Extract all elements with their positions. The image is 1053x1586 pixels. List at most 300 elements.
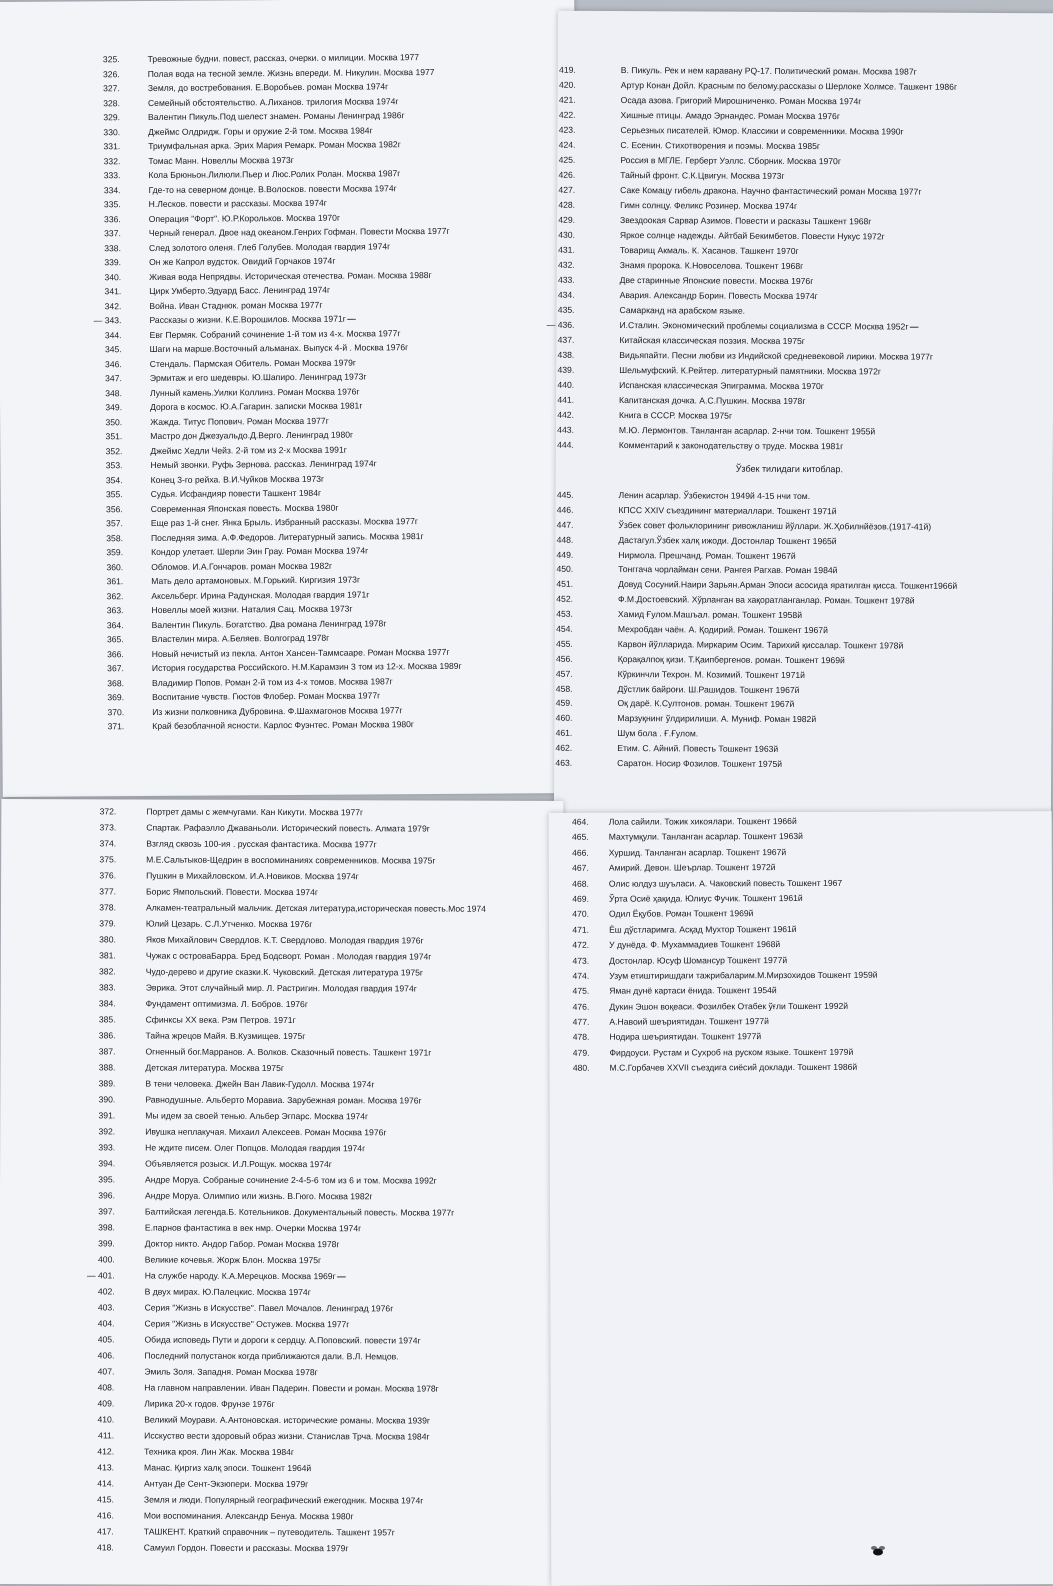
list-item <box>549 875 1052 892</box>
book-entry-text: Тайна жрецов Майя. В.Кузмищев. 1975г <box>145 1030 306 1042</box>
book-entry-text: Хамид Ғулом.Машъал. роман. Тошкент 1958й <box>617 609 803 621</box>
paper-sheet-bottom-right <box>549 811 1053 1586</box>
list-item <box>549 859 1052 876</box>
book-list-445-463 <box>554 488 1052 774</box>
fly-speck-icon <box>870 1545 886 1557</box>
book-entry-text: М.Е.Сальтыков-Щедрин в воспоминаниях современников. Москва 1975г <box>146 854 436 866</box>
item-number: 329. <box>103 112 121 123</box>
item-number: 463. <box>555 757 573 768</box>
item-number: 397. <box>98 1206 115 1217</box>
item-number: 387. <box>98 1046 116 1057</box>
book-entry-text: Из жизни полковника Дубровина. Ф.Шахмагонов Москва 1977г <box>152 704 403 717</box>
book-entry-text: Лунный камень.Уилки Коллинз. Роман Москва 1976г <box>149 386 360 398</box>
item-number: 403. <box>97 1302 115 1313</box>
book-entry-text: А.Навоий шеъриятидан. Тошкент 1977й <box>609 1016 769 1027</box>
list-item <box>1 915 563 933</box>
list-item <box>1 963 563 981</box>
book-entry-text: Эрмитаж и его шедевры. Ю.Шапиро. Ленинград 1973г <box>149 371 367 383</box>
book-entry-text: На главном направлении. Иван Падерин. Повести и роман. Москва 1978г <box>144 1382 439 1394</box>
item-number: 412. <box>97 1446 115 1457</box>
item-number: 438. <box>557 349 575 360</box>
book-entry-text: Обида исповедь Пути и дороги к сердцу. А.Поповский. повести 1974г <box>144 1334 421 1346</box>
book-entry-text: Великий Моурави. А.Антоновская. исторические романы. Москва 1939г <box>144 1414 431 1426</box>
book-entry-text: Черный генерал. Двое над океаном.Генрих Гофман. Повести Москва 1977г <box>148 225 450 238</box>
item-number: 416. <box>97 1510 114 1521</box>
list-item <box>1 1027 563 1045</box>
list-item <box>0 1155 562 1173</box>
book-entry-text: Судья. Исфандияр повести Ташкент 1984г <box>150 487 322 499</box>
list-item <box>0 1267 562 1285</box>
book-entry-text: Дўстлик байроғи. Ш.Рашидов. Тошкент 1967й <box>617 683 800 695</box>
book-entry-text: В двух мирах. Ю.Палецкис. Москва 1974г <box>144 1286 311 1298</box>
item-number: 362. <box>106 590 124 601</box>
list-item <box>0 1075 562 1093</box>
book-entry-text: Еще раз 1-й снег. Янка Брыль. Избранный рассказы. Москва 1977г <box>150 516 419 528</box>
list-item <box>1 803 563 821</box>
list-item <box>1 979 563 997</box>
book-entry-text: Кондор улетает. Шерли Эин Грау. Роман Москва 1974г <box>151 545 369 557</box>
item-number: 327. <box>103 83 120 94</box>
item-number: 429. <box>558 214 576 225</box>
item-number: 386. <box>98 1030 116 1041</box>
item-number: 419. <box>559 64 576 75</box>
item-number: 376. <box>99 870 117 881</box>
book-entry-text: Тревожные будни. повест, рассказ, очерки. о милиции. Москва 1977 <box>147 52 420 64</box>
book-entry-text: На службе народу. К.А.Мерецков. Москва 1969г — <box>144 1270 345 1282</box>
item-number: 365. <box>106 634 124 645</box>
item-number: 399. <box>98 1238 115 1249</box>
book-entry-text: Операция "Форт". Ю.Р.Корольков. Москва 1970г <box>148 212 341 224</box>
book-entry-text: И.Сталин. Экономический проблемы социализма в СССР. Москва 1952г — <box>619 320 918 332</box>
item-number: 469. <box>572 893 589 904</box>
list-item <box>2 716 579 735</box>
list-item <box>0 1475 561 1493</box>
book-entry-text: М.Ю. Лермонтов. Танланган асарлар. 2-нчи том. Тошкент 1955й <box>618 425 876 437</box>
item-number: 336. <box>103 213 121 224</box>
item-number: 368. <box>107 677 125 688</box>
item-number: 338. <box>104 242 121 253</box>
book-entry-text: Кўркинчли Техрон. М. Козимий. Тошкент 1971й <box>617 668 805 680</box>
item-number: 470. <box>572 909 590 920</box>
item-number: 326. <box>102 68 120 79</box>
list-item <box>549 1044 1052 1061</box>
book-entry-text: Саке Комацу гибель дракона. Научно фантастический роман Москва 1977г <box>620 185 922 197</box>
book-entry-text: Новый нечистый из пекла. Антон Хансен-Таммсааре. Роман Москва 1977г <box>151 646 450 659</box>
book-entry-text: Оқ дарё. К.Султонов. роман. Тошкент 1967й <box>617 698 795 710</box>
item-number: 389. <box>98 1078 116 1089</box>
item-number: 413. <box>97 1462 115 1473</box>
list-item <box>549 952 1052 969</box>
list-item <box>549 982 1052 999</box>
book-entry-text: У дунёда. Ф. Мухаммадиев Тошкент 1968й <box>609 939 781 950</box>
book-entry-text: Дорога в космос. Ю.А.Гагарин. записки Москва 1981г <box>150 400 363 412</box>
item-number: 445. <box>556 489 574 500</box>
book-entry-text: М.С.Горбачев XXVII съездига сиёсий доклади. Тошкент 1986й <box>609 1062 858 1073</box>
book-list-325-371 <box>0 49 579 735</box>
item-number: 330. <box>103 126 121 137</box>
list-item <box>549 921 1052 938</box>
book-entry-text: Объявляется розыск. И.Л.Рощук. москва 1974г <box>145 1158 332 1170</box>
item-number: 379. <box>99 918 116 929</box>
item-number: 395. <box>98 1174 116 1185</box>
item-number: 471. <box>572 924 590 935</box>
book-entry-text: Узум етиштиришдаги тажрибаларим.М.Мирзохидов Тошкент 1959й <box>609 969 878 981</box>
book-entry-text: Равнодушные. Альберто Моравиа. Зарубежная роман. Москва 1976г <box>145 1094 422 1106</box>
item-number: 384. <box>98 998 116 1009</box>
item-number: 328. <box>103 97 120 108</box>
item-number: 331. <box>103 141 121 152</box>
item-number: 404. <box>97 1318 115 1329</box>
item-number: 477. <box>572 1016 590 1027</box>
item-number: 430. <box>558 229 575 240</box>
list-item <box>0 1043 562 1061</box>
item-number: 402. <box>97 1286 115 1297</box>
item-number: 346. <box>104 358 122 369</box>
list-item <box>0 1283 562 1301</box>
book-entry-text: Товарищ Акмаль. К. Хасанов. Ташкент 1970г <box>619 245 799 256</box>
item-number: 475. <box>572 986 590 997</box>
item-number: 408. <box>97 1382 115 1393</box>
item-number: 396. <box>98 1190 116 1201</box>
book-entry-text: Последняя зима. А.Ф.Федоров. Литературный запись. Москва 1981г <box>150 530 424 543</box>
item-number: 394. <box>98 1158 116 1169</box>
book-entry-text: Детская литература. Москва 1975г <box>145 1062 285 1074</box>
book-entry-text: Андре Моруа. Собраные сочинение 2-4-5-6 том из 6 и том. Москва 1992г <box>145 1174 437 1186</box>
book-entry-text: Новеллы моей жизни. Наталия Сац. Москва 1973г <box>151 603 353 615</box>
book-entry-text: Одил Ёқубов. Роман Тошкент 1969й <box>608 908 754 920</box>
item-number: 425. <box>558 154 576 165</box>
item-number: 448. <box>556 534 574 545</box>
book-entry-text: Фундамент оптимизма. Л. Бобров. 1976г <box>145 998 309 1010</box>
list-item <box>0 1171 562 1189</box>
item-number: 358. <box>106 532 124 543</box>
list-item <box>0 1411 561 1429</box>
item-number: 407. <box>97 1366 115 1377</box>
book-entry-text: Испанская классическая Эпиграмма. Москва 1970г <box>619 380 824 392</box>
list-item <box>0 1315 562 1333</box>
book-entry-text: Техника кроя. Лин Жак. Москва 1984г <box>144 1446 295 1458</box>
item-number: 390. <box>98 1094 116 1105</box>
book-entry-text: Саратон. Носир Фозилов. Тошкент 1975й <box>617 758 783 769</box>
list-item <box>1 835 563 853</box>
book-entry-text: Звездоокая Сарвар Азимов. Повести и расказы Ташкент 1968г <box>619 215 872 227</box>
item-number: 340. <box>104 271 122 282</box>
list-item <box>1 851 563 869</box>
book-entry-text: Пушкин в Михайловском. И.А.Новиков. Москва 1974г <box>146 870 359 882</box>
book-entry-text: Он же Капрол вудсток. Овидий Горчаков 1974г <box>149 255 336 267</box>
list-item <box>1 867 563 885</box>
item-number: 350. <box>105 416 123 427</box>
list-item <box>1 899 563 917</box>
item-number: 339. <box>104 257 122 268</box>
book-entry-text: Балтийская легенда.Б. Котельников. Документальный повесть. Москва 1977г <box>144 1206 455 1218</box>
item-number: 437. <box>557 334 575 345</box>
book-entry-text: С. Есенин. Стихотворения и поэмы. Москва 1985г <box>620 140 821 152</box>
book-entry-text: Н.Лесков. повести и рассказы. Москва 1974г <box>148 197 327 209</box>
item-number: 372. <box>99 806 117 817</box>
item-number: 385. <box>98 1014 116 1025</box>
item-number: 454. <box>556 623 573 634</box>
item-number: 447. <box>556 519 574 530</box>
book-entry-text: Самарканд на арабском языке. <box>619 305 746 316</box>
item-number: 460. <box>555 713 573 724</box>
book-entry-text: Серьезных писателей. Юмор. Классики и современники. Москва 1990г <box>620 125 904 137</box>
book-entry-text: Манас. Қиргиз халқ эпоси. Тошкент 1964й <box>144 1462 312 1474</box>
list-item <box>0 1139 562 1157</box>
item-number: 352. <box>105 445 123 456</box>
list-item <box>549 905 1052 922</box>
list-item <box>1 819 563 837</box>
item-number: 348. <box>105 387 122 398</box>
list-item <box>0 1235 562 1253</box>
item-number: 364. <box>106 619 124 630</box>
list-item <box>556 438 1053 456</box>
highlight-dash-mark: — <box>345 313 355 324</box>
item-number: 443. <box>557 424 574 435</box>
book-entry-text: Осада азова. Григорий Мирошниченко. Роман Москва 1974г <box>620 95 862 107</box>
item-number: 441. <box>557 394 575 405</box>
book-entry-text: Китайская классическая поэзия. Москва 1975г <box>619 335 805 347</box>
book-entry-text: Гимн солнцу. Феликс Розинер. Москва 1974г <box>620 200 798 211</box>
book-entry-text: Ивушка неплакучая. Михаил Алексеев. Роман Москва 1976г <box>145 1126 387 1138</box>
item-number: 414. <box>97 1478 115 1489</box>
item-number: 440. <box>557 379 575 390</box>
list-item <box>549 1029 1052 1046</box>
item-number: 435. <box>557 304 575 315</box>
item-number: 428. <box>558 199 576 210</box>
book-entry-text: Ёш дўстларимга. Асқад Мухтор Тошкент 1961й <box>609 923 797 935</box>
list-item <box>550 1059 1053 1076</box>
book-entry-text: Шельмуфский. К.Рейтер. литературный памятники. Москва 1972г <box>619 365 882 377</box>
list-item <box>0 1347 561 1365</box>
list-item <box>549 890 1052 907</box>
item-number: 367. <box>107 663 124 674</box>
book-entry-text: Ўзбек совет фольклорининг ривожланиш йўллари. Ж.Ҳобилнйёзов.(1917-41й) <box>618 519 932 532</box>
list-item <box>549 829 1052 846</box>
item-number: — 436. <box>546 319 575 330</box>
list-item <box>0 1523 561 1541</box>
item-number: 464. <box>571 816 589 827</box>
book-entry-text: Лола сайили. Тожик хикоялари. Тошкент 1966й <box>608 816 797 827</box>
item-number: 337. <box>104 228 121 239</box>
list-item <box>0 1459 561 1477</box>
item-number: 458. <box>555 683 573 694</box>
item-number: 480. <box>572 1062 590 1074</box>
book-entry-text: Олис юлдуз шуъласи. А. Чаковский повесть Тошкент 1967 <box>608 877 843 889</box>
book-entry-text: Чужак с островаБарра. Бред Бодсворт. Роман . Молодая гвардия 1974г <box>145 950 432 962</box>
book-entry-text: Ленин асарлар. Ўзбекистон 1949й 4-15 нчи том. <box>618 490 811 502</box>
item-number: 452. <box>556 593 574 605</box>
list-item <box>1 995 563 1013</box>
item-number: 417. <box>97 1526 114 1537</box>
book-entry-text: Война. Иван Стаднюк. роман Москва 1977г <box>149 299 323 311</box>
item-number: 398. <box>98 1222 115 1233</box>
item-number: 478. <box>572 1032 590 1043</box>
list-item <box>0 1219 562 1237</box>
item-number: 332. <box>103 155 121 166</box>
item-number: 432. <box>558 259 575 270</box>
item-number: 406. <box>97 1350 115 1361</box>
list-item <box>1 947 563 965</box>
book-entry-text: Махтумқули. Танланган асарлар. Тошкент 1963й <box>608 831 803 843</box>
book-entry-text: Видьяпайти. Песни любви из Индийской средневековой лирики. Москва 1977г <box>619 350 934 362</box>
item-number: 325. <box>102 54 120 65</box>
book-entry-text: Где-то на северном донце. В.Волосков. повести Москва 1974г <box>148 182 397 195</box>
book-entry-text: Артур Конан Дойл. Красным по белому.рассказы о Шерлоке Холмсе. Ташкент 1986г <box>620 80 958 92</box>
item-number: 393. <box>98 1142 116 1153</box>
item-number: 468. <box>572 878 589 889</box>
book-entry-text: Книга в СССР. Москва 1975г <box>618 410 733 421</box>
book-entry-text: Яков Михайлович Свердлов. К.Т. Свердлово. Молодая гвардия 1976г <box>145 934 424 946</box>
book-entry-text: Эмиль Золя. Западня. Роман Москва 1978г <box>144 1366 318 1378</box>
book-entry-text: Современная Японская повесть. Москва 1980г <box>150 502 339 514</box>
book-entry-text: Дастагул.Ўзбек халқ ижоди. Достонлар Тошкент 1965й <box>618 534 837 546</box>
book-entry-text: Последний полустанок когда приближаются дали. В.Л. Немцов. <box>144 1350 399 1362</box>
highlight-dash-mark: — <box>335 1271 345 1282</box>
item-number: 473. <box>572 955 590 966</box>
list-item <box>549 844 1052 861</box>
book-entry-text: В тени человека. Джейн Ван Лавик-Гудолл. Москва 1974г <box>145 1078 375 1090</box>
book-entry-text: Край безоблачной ясности. Карлос Фуэнтес. Роман Москва 1980г <box>152 719 415 731</box>
book-entry-text: Юлий Цезарь. С.Л.Утченко. Москва 1976г <box>145 918 313 930</box>
book-entry-text: След золотого оленя. Глеб Голубев. Молодая гвардия 1974г <box>148 240 391 253</box>
item-number: 446. <box>556 504 574 515</box>
book-entry-text: Валентин Пикуль.Под шелест знамен. Романы Ленинград 1986г <box>148 110 405 122</box>
item-number: 420. <box>558 79 576 90</box>
book-entry-text: Огненный бог.Марранов. А. Волков. Сказочный повесть. Ташкент 1971г <box>145 1046 432 1058</box>
book-entry-text: Властелин мира. А.Беляев. Волгоград 1978г <box>151 632 330 644</box>
item-number: 444. <box>557 439 574 450</box>
item-number: 462. <box>555 742 573 753</box>
list-item <box>0 1507 561 1525</box>
list-item <box>0 1363 561 1381</box>
book-entry-text: Борис Ямпольский. Повести. Москва 1974г <box>146 886 319 898</box>
book-entry-text: Тайный фронт. С.К.Цвигун. Москва 1973г <box>620 170 785 181</box>
item-number: 434. <box>557 289 575 300</box>
item-number: 373. <box>99 822 117 833</box>
book-entry-text: Полая вода на тесной земле. Жизнь впереди. М. Никулин. Москва 1977 <box>147 66 435 79</box>
item-number: 465. <box>571 832 589 843</box>
list-item <box>549 967 1052 984</box>
item-number: 359. <box>106 547 124 558</box>
book-entry-text: Россия в МГЛЕ. Герберт Уэллс. Сборник. Москва 1970г <box>620 155 842 167</box>
item-number: 392. <box>98 1126 116 1137</box>
item-number: 334. <box>103 184 121 195</box>
item-number: 410. <box>97 1414 115 1425</box>
book-entry-text: Обломов. И.А.Гончаров. роман Москва 1982г <box>151 560 333 572</box>
item-number: 344. <box>104 329 122 340</box>
item-number: 333. <box>103 170 121 181</box>
book-entry-text: Томас Манн. Новеллы Москва 1973г <box>148 154 294 166</box>
item-number: 455. <box>556 638 573 649</box>
list-item <box>1 883 563 901</box>
paper-sheet-top-right <box>546 11 1053 819</box>
book-entry-text: Шум бола . Ғ.Ғулом. <box>617 728 699 739</box>
item-number: 450. <box>556 564 574 575</box>
book-entry-text: Мои воспоминания. Александр Бенуа. Москва 1980г <box>143 1510 354 1522</box>
book-entry-text: Қорақалпоқ қизи. Т.Қаипбергенов. роман. Тошкент 1969й <box>617 653 845 666</box>
book-entry-text: Андре Моруа. Олимпио или жизнь. В.Гюго. Москва 1982г <box>144 1190 373 1202</box>
item-number: 433. <box>557 274 575 285</box>
uzbek-books-heading: Ўзбек тилидаги китоблар. <box>735 463 843 475</box>
item-number: 351. <box>105 431 123 442</box>
item-number: 355. <box>105 489 123 500</box>
item-number: 363. <box>106 605 124 616</box>
book-entry-text: Карвон йўлларида. Миркарим Осим. Тарихий қиссалар. Тошкент 1978й <box>617 638 904 651</box>
item-number: 479. <box>572 1047 590 1058</box>
book-entry-text: Марзуқнинг ўлдирилиши. А. Муниф. Роман 1982й <box>617 713 817 725</box>
item-number: 382. <box>99 966 116 977</box>
list-item <box>0 1187 562 1205</box>
book-entry-text: Достонлар. Юсуф Шоманcур Тошкент 1977й <box>609 954 788 966</box>
item-number: 335. <box>103 199 121 210</box>
item-number: 349. <box>105 402 123 413</box>
item-number: 467. <box>572 862 589 873</box>
book-entry-text: Мать дело артамоновых. М.Горький. Киргизия 1973г <box>151 574 361 586</box>
book-entry-text: Хишные птицы. Амадо Эрнандес. Роман Москва 1976г <box>620 110 841 122</box>
book-entry-text: Серия "Жизнь в Искусстве" Остужев. Москва 1977г <box>144 1318 350 1330</box>
list-item <box>0 1491 561 1509</box>
book-entry-text: Земля и люди. Популярный географический ежегодник. Москва 1974г <box>143 1494 424 1506</box>
item-number: 422. <box>558 109 576 120</box>
item-number: 391. <box>98 1110 116 1121</box>
item-number: 388. <box>98 1062 116 1073</box>
item-number: 381. <box>99 950 116 961</box>
book-entry-text: Стендаль. Пармская Обитель. Роман Москва 1979г <box>149 357 357 369</box>
item-number: 361. <box>106 576 124 587</box>
list-item <box>549 1013 1052 1030</box>
item-number: 409. <box>97 1398 115 1409</box>
book-entry-text: Знамя пророка. К.Новоселова. Тошкент 1968г <box>619 260 804 271</box>
book-entry-text: Не ждите писем. Олег Попцов. Молодая гвардия 1974г <box>145 1142 366 1154</box>
item-number: 474. <box>572 970 590 981</box>
book-list-419-444 <box>546 63 1053 456</box>
paper-sheet-bottom-left <box>0 799 563 1586</box>
item-number: 453. <box>556 608 573 619</box>
item-number: — 343. <box>93 315 122 326</box>
item-number: 366. <box>107 648 124 659</box>
item-number: 345. <box>104 344 122 355</box>
book-entry-text: Земля, до востребования. Е.Воробьев. роман Москва 1974г <box>147 81 389 93</box>
book-entry-text: Доктор никто. Андор Габор. Роман Москва 1978г <box>144 1238 340 1250</box>
item-number: 370. <box>107 706 125 717</box>
book-entry-text: Фирдоуси. Рустам и Сухроб на руском языке. Тошкент 1979й <box>609 1046 854 1058</box>
book-entry-text: Конец 3-го рейха. В.И.Чуйков Москва 1973г <box>150 473 325 485</box>
book-entry-text: Нодира шеъриятидан. Тошкент 1977й <box>609 1031 762 1043</box>
list-item <box>0 1379 561 1397</box>
book-entry-text: ТАШКЕНТ. Краткий справочник – путеводитель. Ташкент 1957г <box>143 1526 395 1538</box>
item-number: 369. <box>107 692 125 703</box>
item-number: 411. <box>98 1430 115 1441</box>
item-number: 418. <box>97 1542 114 1553</box>
list-item <box>554 756 1051 773</box>
item-number: — 401. <box>86 1270 115 1281</box>
book-entry-text: КПСС XXIV съездининг материаллари. Тошкент 1971й <box>618 504 837 517</box>
list-item <box>0 1203 562 1221</box>
item-number: 374. <box>99 838 117 849</box>
book-entry-text: Исскуство вести здоровый образ жизни. Станислав Трча. Москва 1984г <box>144 1430 430 1442</box>
book-entry-text: Спартак. Рафаэлло Джаваньоли. Исторический повесть. Алмата 1979г <box>146 822 430 834</box>
book-entry-text: Валентин Пикуль. Богатство. Два романа Ленинград 1978г <box>151 617 387 630</box>
list-item <box>0 1443 561 1461</box>
book-entry-text: Две старинные Японские повести. Москва 1976г <box>619 275 814 287</box>
book-entry-text: Аксельберг. Ирина Радунская. Молодая гвардия 1971г <box>151 588 370 601</box>
list-item <box>549 998 1052 1015</box>
item-number: 377. <box>99 886 117 897</box>
book-entry-text: Алкамен-театральный мальчик. Детская литература,историческая повесть.Мос 1974 <box>145 902 486 914</box>
book-entry-text: Эврика. Этот случайный мир. Л. Растригин. Молодая гвардия 1974г <box>145 982 417 994</box>
book-entry-text: Живая вода Непрядвы. Историческая отечества. Роман. Москва 1988г <box>149 269 432 282</box>
